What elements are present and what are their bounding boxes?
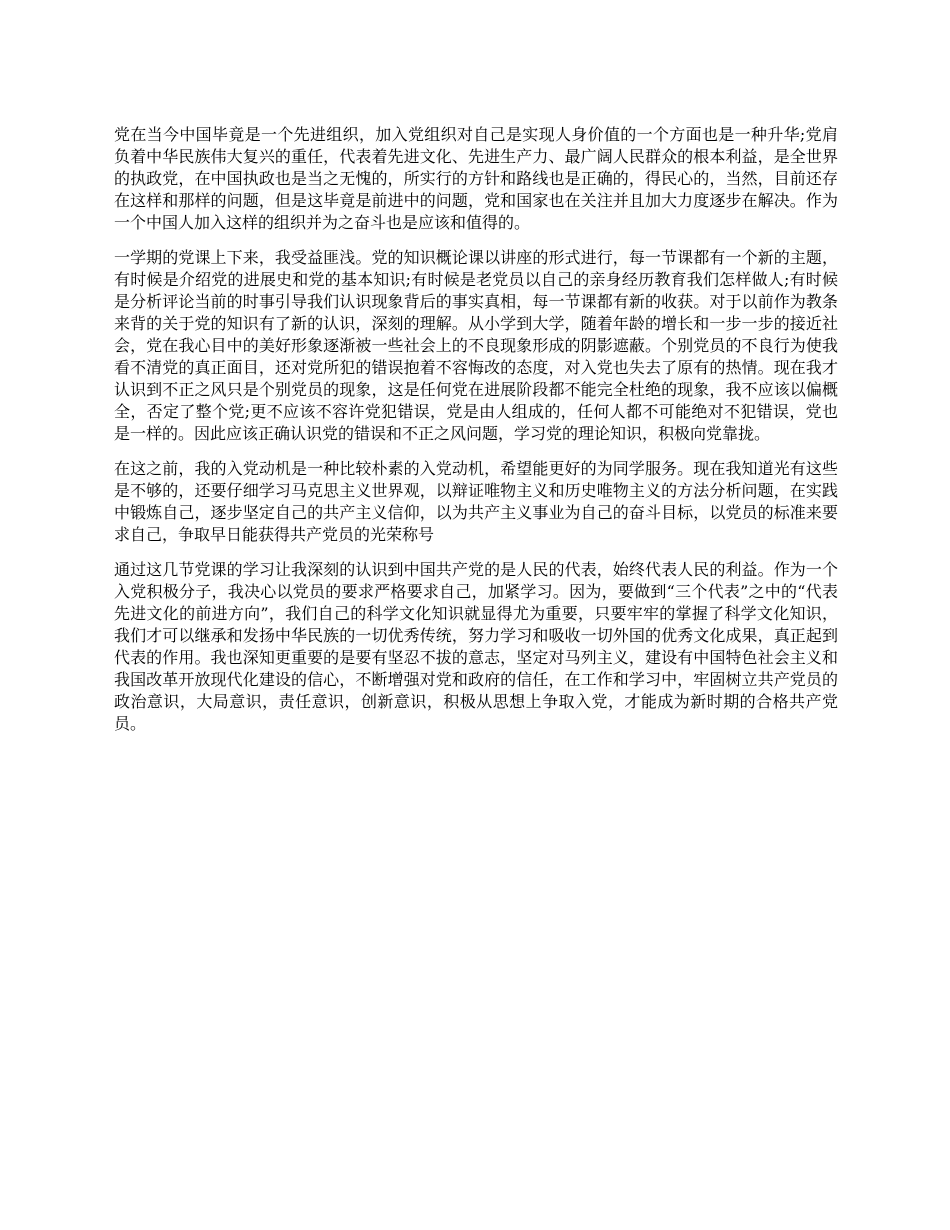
paragraph-3: 在这之前，我的入党动机是一种比较朴素的入党动机，希望能更好的为同学服务。现在我知道光有这些是不够的，还要仔细学习马克思主义世界观，以辩证唯物主义和历史唯物主义的方法分析问题，在实践中锻炼自己，逐步坚定自己的共产主义信仰，以为共产主义事业为自己的奋斗目标，以党员的标准来要求自己，争取早日能获得共产党员的光荣称号 <box>114 459 838 544</box>
paragraph-1: 党在当今中国毕竟是一个先进组织，加入党组织对自己是实现人身价值的一个方面也是一种升华;党肩负着中华民族伟大复兴的重任，代表着先进文化、先进生产力、最广阔人民群众的根本利益，是全世界的执政党，在中国执政也是当之无愧的，所实行的方针和路线也是正确的，得民心的，当然，目前还存在这样和那样的问题，但是这毕竟是前进中的问题，党和国家也在关注并且加大力度逐步在解决。作为一个中国人加入这样的组织并为之奋斗也是应该和值得的。 <box>114 125 838 232</box>
document-body <box>114 124 838 748</box>
paragraph-2: 一学期的党课上下来，我受益匪浅。党的知识概论课以讲座的形式进行，每一节课都有一个新的主题，有时候是介绍党的进展史和党的基本知识;有时候是老党员以自己的亲身经历教育我们怎样做人;有时候是分析评论当前的时事引导我们认识现象背后的事实真相，每一节课都有新的收获。对于以前作为教条来背的关于党的知识有了新的认识，深刻的理解。从小学到大学，随着年龄的增长和一步一步的接近社会，党在我心目中的美好形象逐渐被一些社会上的不良现象形成的阴影遮蔽。个别党员的不良行为使我看不清党的真正面目，还对党所犯的错误抱着不容悔改的态度，对入党也失去了原有的热情。现在我才认识到不正之风只是个别党员的现象，这是任何党在进展阶段都不能完全杜绝的现象，我不应该以偏概全，否定了整个党;更不应该不容许党犯错误，党是由人组成的，任何人都不可能绝对不犯错误，党也是一样的。因此应该正确认识党的错误和不正之风问题，学习党的理论知识，积极向党靠拢。 <box>114 248 838 443</box>
paragraph-4: 通过这几节党课的学习让我深刻的认识到中国共产党的是人民的代表，始终代表人民的利益。作为一个入党积极分子，我决心以党员的要求严格要求自己，加紧学习。因为，要做到“三个代表”之中的“代表先进文化的前进方向”，我们自己的科学文化知识就显得尤为重要，只要牢牢的掌握了科学文化知识，我们才可以继承和发扬中华民族的一切优秀传统，努力学习和吸收一切外国的优秀文化成果，真正起到代表的作用。我也深知更重要的是要有坚忍不拔的意志，坚定对马列主义，建设有中国特色社会主义和我国改革开放现代化建设的信心，不断增强对党和政府的信任，在工作和学习中，牢固树立共产党员的政治意识，大局意识，责任意识，创新意识，积极从思想上争取入党，才能成为新时期的合格共产党员。 <box>114 560 838 733</box>
